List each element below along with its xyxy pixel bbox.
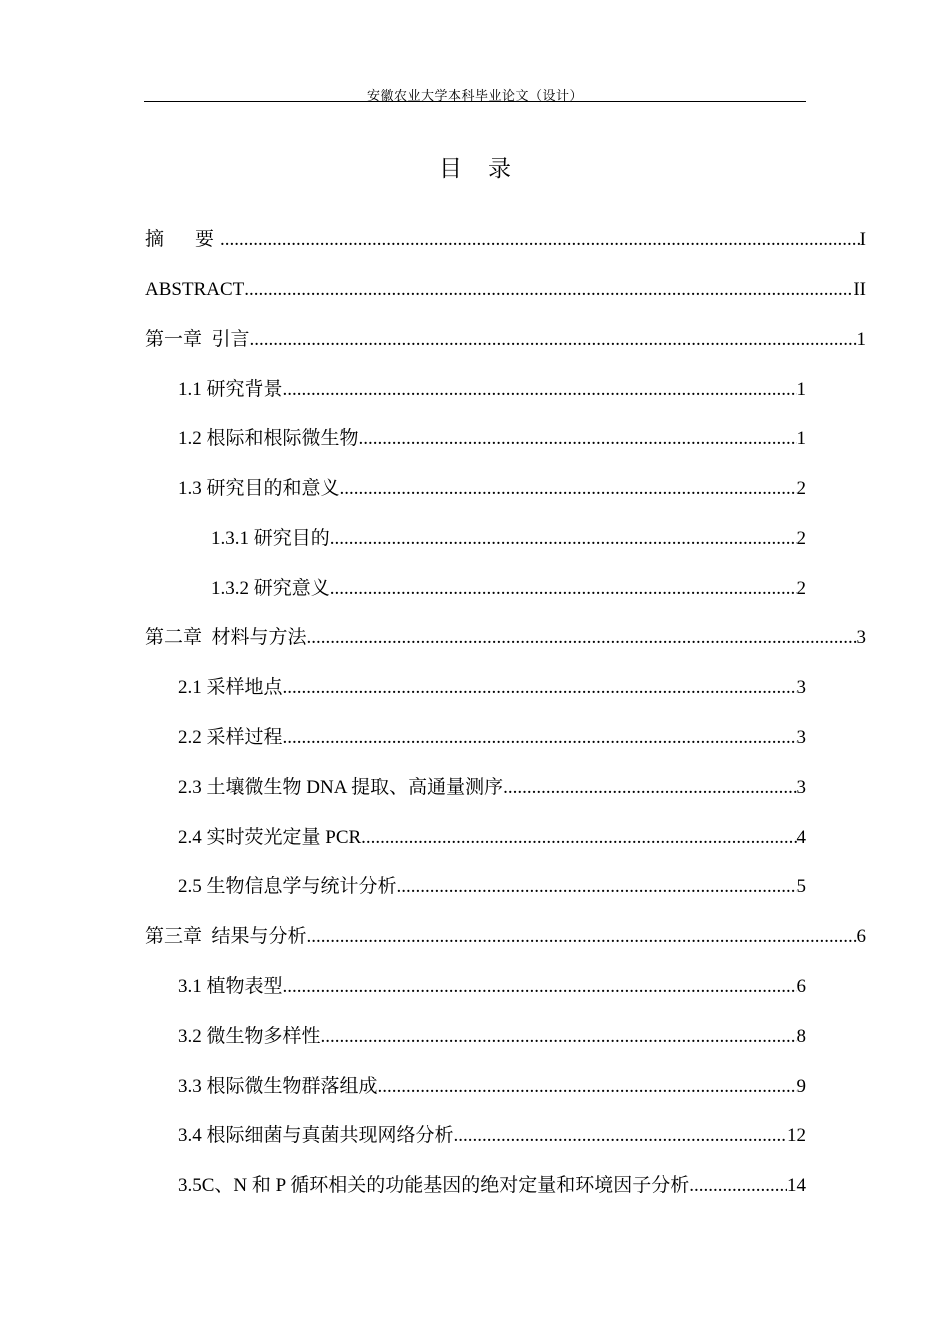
toc-entry-label: 2.1 采样地点: [178, 677, 283, 698]
toc-entry-label: 3.2 微生物多样性: [178, 1026, 321, 1047]
toc-leader-dots: [307, 923, 857, 951]
toc-entry-label: 第三章 结果与分析: [145, 926, 307, 947]
toc-leader-dots: [359, 425, 797, 453]
toc-entry-page: 3: [796, 727, 806, 748]
toc-entry-1-1[interactable]: [178, 376, 806, 404]
toc-entry-label: 2.4 实时荧光定量 PCR: [178, 827, 362, 848]
toc-entry-1-3-2[interactable]: [211, 575, 806, 603]
toc-entry-page: II: [853, 279, 866, 300]
toc-entry-label: 3.1 植物表型: [178, 976, 283, 997]
toc-entry-page: 2: [796, 478, 806, 499]
toc-leader-dots: [330, 575, 797, 603]
toc-entry-abstract-en[interactable]: [145, 276, 866, 304]
toc-entry-chapter-2[interactable]: [145, 624, 866, 652]
toc-entry-3-2[interactable]: [178, 1023, 806, 1051]
toc-entry-page: 2: [796, 528, 806, 549]
toc-entry-chapter-3[interactable]: [145, 923, 866, 951]
header-rule: [144, 101, 806, 102]
toc-entry-label: 1.2 根际和根际微生物: [178, 428, 359, 449]
toc-entry-page: 6: [796, 976, 806, 997]
toc-entry-page: 1: [856, 329, 866, 350]
toc-entry-page: I: [859, 229, 866, 250]
toc-entry-label: 2.3 土壤微生物 DNA 提取、高通量测序: [178, 777, 504, 798]
toc-leader-dots: [321, 1023, 797, 1051]
toc-entry-page: 14: [787, 1175, 806, 1196]
toc-entry-page: 2: [796, 578, 806, 599]
toc-entry-3-4[interactable]: [178, 1122, 806, 1150]
toc-leader-dots: [454, 1122, 787, 1150]
toc-entry-label: 摘 要: [145, 229, 221, 250]
toc-leader-dots: [283, 674, 797, 702]
toc-entry-label: 1.3 研究目的和意义: [178, 478, 340, 499]
toc-entry-label: 3.5C、N 和 P 循环相关的功能基因的绝对定量和环境因子分析: [178, 1175, 690, 1196]
toc-entry-2-5[interactable]: [178, 873, 806, 901]
toc-entry-3-5[interactable]: [178, 1172, 806, 1200]
toc-entry-page: 8: [796, 1026, 806, 1047]
toc-entry-1-3[interactable]: [178, 475, 806, 503]
toc-leader-dots: [689, 1172, 787, 1200]
toc-entry-label: 1.3.2 研究意义: [211, 578, 330, 599]
toc-entry-2-4[interactable]: [178, 824, 806, 852]
toc-entry-label: 1.3.1 研究目的: [211, 528, 330, 549]
toc-entry-chapter-1[interactable]: [145, 326, 866, 354]
toc-leader-dots: [503, 774, 796, 802]
toc-leader-dots: [283, 973, 797, 1001]
toc-title: 目录: [439, 156, 537, 181]
toc-entry-abstract-cn[interactable]: [145, 226, 866, 254]
toc-entry-page: 1: [796, 379, 806, 400]
toc-leader-dots: [250, 326, 857, 354]
toc-entry-2-3[interactable]: [178, 774, 806, 802]
toc-entry-label: 2.2 采样过程: [178, 727, 283, 748]
toc-entry-1-3-1[interactable]: [211, 525, 806, 553]
toc-entry-label: 第一章 引言: [145, 329, 250, 350]
toc-entry-page: 3: [856, 627, 866, 648]
toc-leader-dots: [220, 226, 860, 254]
toc-entry-label: 第二章 材料与方法: [145, 627, 307, 648]
toc-leader-dots: [330, 525, 797, 553]
toc-leader-dots: [307, 624, 857, 652]
toc-leader-dots: [378, 1073, 797, 1101]
toc-leader-dots: [283, 724, 797, 752]
toc-entry-page: 12: [787, 1125, 806, 1146]
page-header: 安徽农业大学本科毕业论文（设计）: [366, 88, 583, 103]
toc-entry-page: 3: [796, 777, 806, 798]
toc-entry-label: 3.3 根际微生物群落组成: [178, 1076, 378, 1097]
toc-entry-2-1[interactable]: [178, 674, 806, 702]
toc-leader-dots: [361, 824, 796, 852]
toc-entry-page: 4: [796, 827, 806, 848]
toc-entry-page: 9: [796, 1076, 806, 1097]
toc-entry-label: 3.4 根际细菌与真菌共现网络分析: [178, 1125, 454, 1146]
toc-leader-dots: [340, 475, 797, 503]
toc-entry-page: 6: [856, 926, 866, 947]
toc-leader-dots: [283, 376, 797, 404]
toc-entry-page: 3: [796, 677, 806, 698]
toc-entry-3-1[interactable]: [178, 973, 806, 1001]
toc-leader-dots: [244, 276, 853, 304]
toc-entry-2-2[interactable]: [178, 724, 806, 752]
toc-entry-label: 1.1 研究背景: [178, 379, 283, 400]
toc-entry-page: 1: [796, 428, 806, 449]
toc-entry-label: 2.5 生物信息学与统计分析: [178, 876, 397, 897]
toc-entry-3-3[interactable]: [178, 1073, 806, 1101]
toc-entry-page: 5: [796, 876, 806, 897]
toc-entry-label: ABSTRACT: [145, 279, 245, 300]
toc-entry-1-2[interactable]: [178, 425, 806, 453]
toc-leader-dots: [397, 873, 797, 901]
